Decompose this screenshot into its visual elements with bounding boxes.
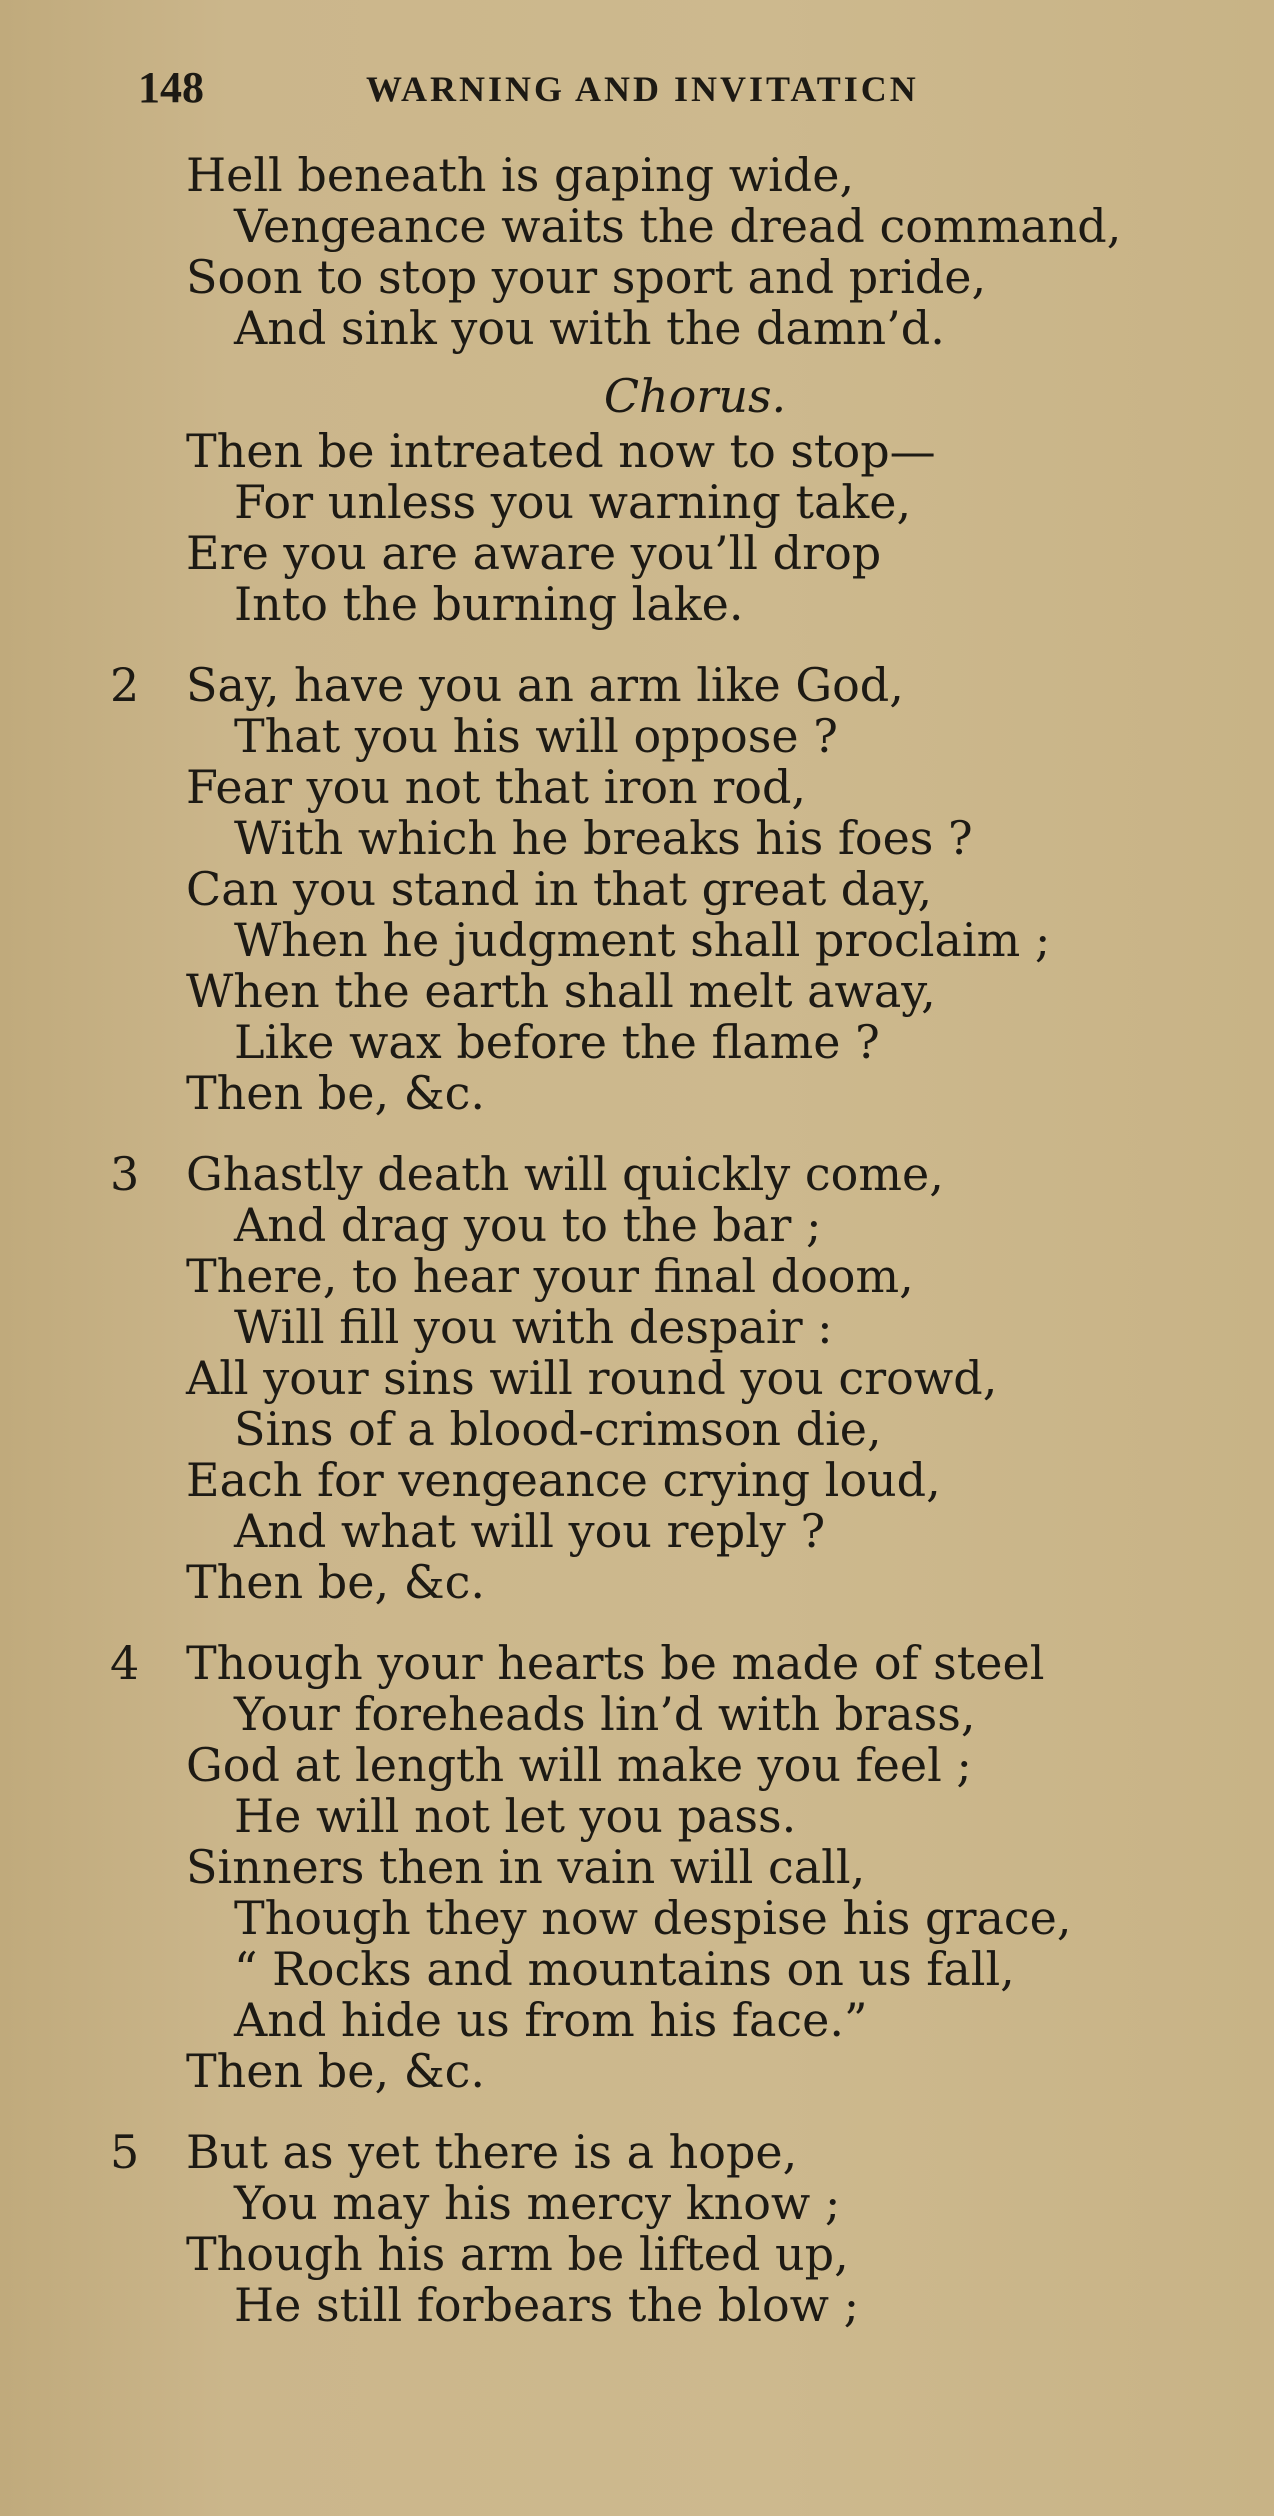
intro-line: Vengeance waits the dread command,: [234, 199, 1122, 253]
verse-line: [110, 1636, 1230, 1690]
verse-number: 5: [110, 2125, 140, 2179]
verse-line: Fear you not that iron rod,: [186, 760, 807, 814]
verse-line: Each for vengeance crying loud,: [186, 1453, 941, 1507]
verse-line: And what will you reply ?: [234, 1504, 826, 1558]
verse-number: 3: [110, 1147, 140, 1201]
verse-line: And drag you to the bar ;: [234, 1198, 822, 1252]
chorus-heading: Chorus.: [603, 369, 787, 423]
verse-line: With which he breaks his foes ?: [234, 811, 973, 865]
verse-line: [110, 658, 1230, 712]
verse-line: All your sins will round you crowd,: [186, 1351, 998, 1405]
verse-line: That you his will oppose ?: [234, 709, 838, 763]
intro-line: Soon to stop your sport and pride,: [186, 250, 987, 304]
verse-number: 2: [110, 658, 140, 712]
verse-refrain: Then be, &c.: [186, 1555, 486, 1609]
verse-line: God at length will make you feel ;: [186, 1738, 972, 1792]
verse-5: [110, 2125, 1230, 2332]
verse-2: [110, 658, 1230, 1120]
verse-line: When the earth shall melt away,: [186, 964, 936, 1018]
verse-line: Can you stand in that great day,: [186, 862, 933, 916]
verse-line: Sins of a blood-crimson die,: [234, 1402, 882, 1456]
page-header: [138, 62, 1214, 122]
intro-line: And sink you with the damn’d.: [234, 301, 945, 355]
verse-line: Sinners then in vain will call,: [186, 1840, 866, 1894]
verse-line-text: Ghastly death will quickly come,: [186, 1147, 944, 1201]
chorus-line: For unless you warning take,: [234, 475, 912, 529]
verse-refrain: Then be, &c.: [186, 2044, 486, 2098]
verse-line: He will not let you pass.: [234, 1789, 797, 1843]
verse-line: “ Rocks and mountains on us fall,: [234, 1942, 1015, 1996]
verse-line: When he judgment shall proclaim ;: [234, 913, 1051, 967]
chorus: [120, 366, 1230, 630]
verse-line: He still forbears the blow ;: [234, 2278, 860, 2332]
verse-line: And hide us from his face.”: [234, 1993, 868, 2047]
verse-line: There, to hear your final doom,: [186, 1249, 914, 1303]
verse-4: [110, 1636, 1230, 2098]
chorus-line: Then be intreated now to stop—: [186, 424, 936, 478]
verse-line: [110, 2125, 1230, 2179]
page-number: 148: [138, 63, 204, 112]
chorus-line: Ere you are aware you’ll drop: [186, 526, 882, 580]
verse-line: Like wax before the flame ?: [234, 1015, 880, 1069]
intro-stanza: [120, 150, 1230, 354]
verse-line-text: But as yet there is a hope,: [186, 2125, 798, 2179]
intro-line: Hell beneath is gaping wide,: [186, 148, 855, 202]
verse-line: [110, 1147, 1230, 1201]
running-head: WARNING AND INVITATICN: [366, 69, 919, 109]
verse-number: 4: [110, 1636, 140, 1690]
verse-line: Though they now despise his grace,: [234, 1891, 1072, 1945]
verse-refrain: Then be, &c.: [186, 1066, 486, 1120]
verse-line: Though his arm be lifted up,: [186, 2227, 849, 2281]
verse-line: You may his mercy know ;: [234, 2176, 841, 2230]
verse-3: [110, 1147, 1230, 1609]
verse-line-text: Though your hearts be made of steel: [186, 1636, 1045, 1690]
hymn-text: [110, 148, 1230, 2332]
verse-line: Your foreheads lin’d with brass,: [234, 1687, 976, 1741]
verse-line: Will fill you with despair :: [234, 1300, 833, 1354]
chorus-line: Into the burning lake.: [234, 577, 744, 631]
verse-line-text: Say, have you an arm like God,: [186, 658, 904, 712]
